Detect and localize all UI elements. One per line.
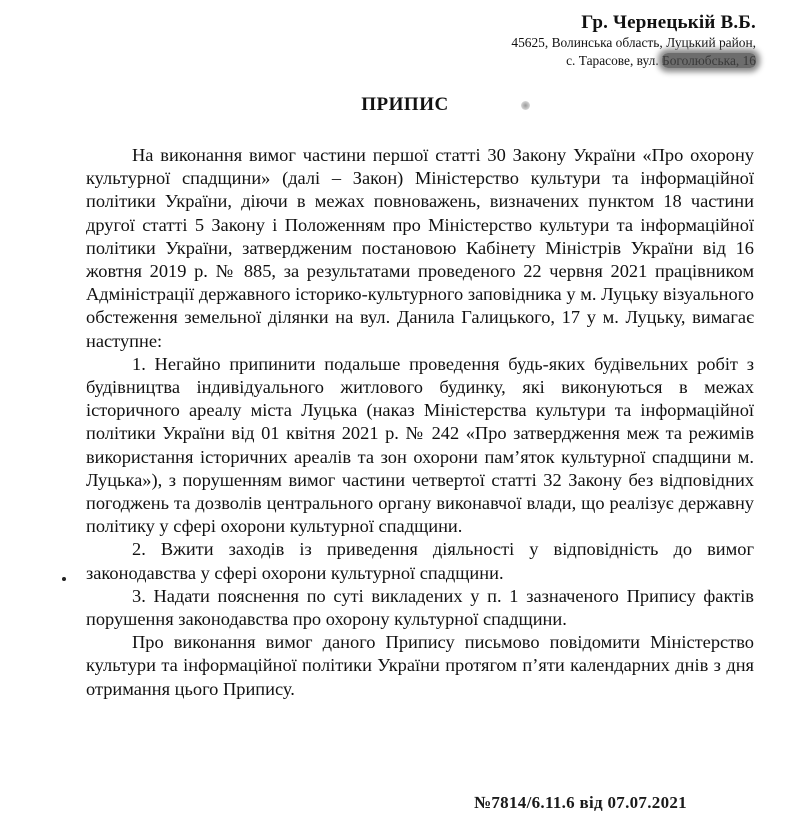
requirement-1: 1. Негайно припинити подальше проведення будь-яких будівельних робіт з будівництва індивідуального житлового будинку, які виконуються в межах історичного ареалу міста Луцька (наказ Міністерства культури та інформаційної політики України від 01 квітня 2021 р. № 242 «Про затвердження меж та режимів використання історичних ареалів та зон охорони пам’яток культурної спадщини м. Луцька»), з порушенням вимог частини четвертої статті 32 Закону без відповідних погоджень та дозволів центрального органу виконавчої влади, що реалізує державну політику у сфері охорони культурної спадщини. <box>86 353 754 537</box>
requirement-3: 3. Надати пояснення по суті викладених у п. 1 зазначеного Припису фактів порушення законодавства про охорону культурної спадщини. <box>86 585 754 630</box>
document-body <box>86 144 754 701</box>
scan-dot <box>62 577 66 581</box>
scan-smudge <box>521 101 530 110</box>
address-street-prefix: с. Тарасове, вул. <box>566 53 659 68</box>
addressee-address-line-1: 45625, Волинська область, Луцький район, <box>511 35 756 50</box>
addressee-address-line-2 <box>511 52 756 70</box>
document-reference-number: №7814/6.11.6 від 07.07.2021 <box>474 793 687 812</box>
closing-paragraph: Про виконання вимог даного Припису письмово повідомити Міністерство культури та інформаційної політики України протягом п’яти календарних днів з дня отримання цього Припису. <box>86 632 754 699</box>
redacted-street-name: Боголюбська, 16 <box>662 53 756 68</box>
intro-paragraph: На виконання вимог частини першої статті 30 Закону України «Про охорону культурної спадщини» (далі – Закон) Міністерство культури та інформаційної політики України, діючи в межах повноважень, визначених пунктом 18 частини другої статті 5 Закону і Положенням про Міністерство культури та інформаційної політики України, затвердженим постановою Кабінету Міністрів України від 16 жовтня 2019 р. № 885, за результатами проведеного 22 червня 2021 працівником Адміністрації державного історико-культурного заповідника у м. Луцьку візуального обстеження земельної ділянки на вул. Данила Галицького, 17 у м. Луцьку, вимагає наступне: <box>86 145 754 351</box>
addressee-block <box>511 12 756 70</box>
requirement-2: 2. Вжити заходів із приведення діяльності у відповідність до вимог законодавства у сфері охорони культурної спадщини. <box>86 539 754 583</box>
document-title: ПРИПИС <box>361 94 449 115</box>
addressee-name: Гр. Чернецькій В.Б. <box>581 12 756 33</box>
